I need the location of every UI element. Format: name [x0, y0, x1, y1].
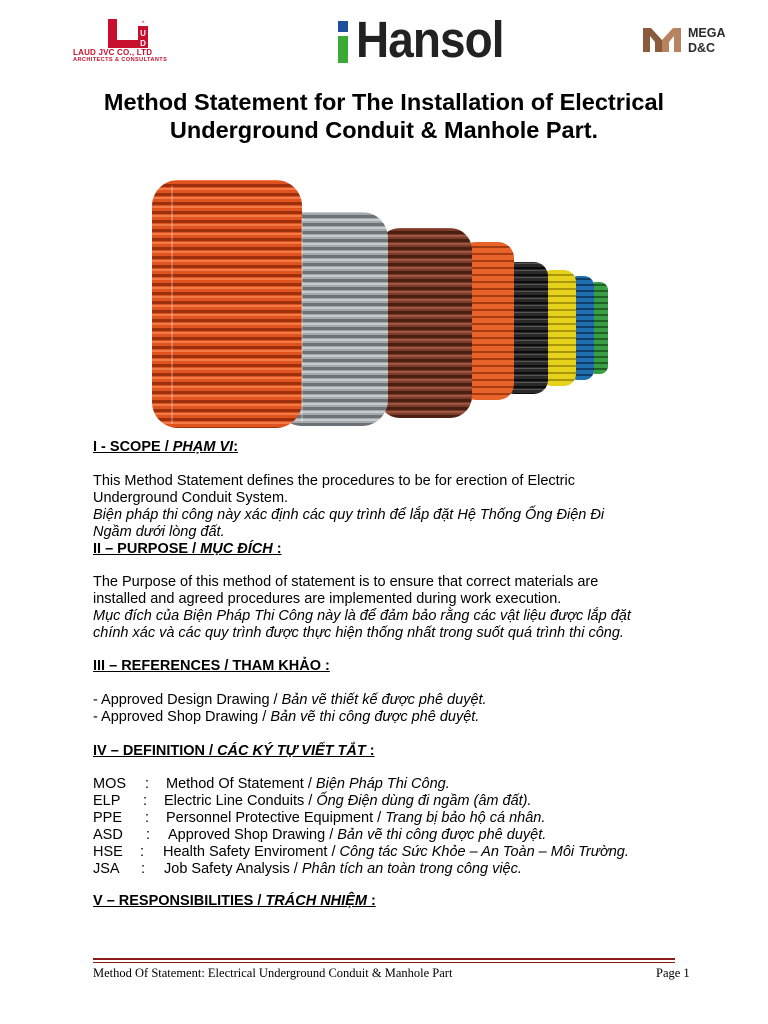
- scope-heading-colon: :: [233, 439, 239, 455]
- laud-logo-icon: [102, 18, 158, 50]
- definition-vi: Ống Điện dùng đi ngầm (âm đất).: [316, 793, 532, 809]
- laud-company-subtitle: ARCHITECTS & CONSULTANTS: [73, 57, 168, 63]
- mega-logo-icon: [641, 24, 683, 56]
- purpose-heading-colon: :: [272, 541, 282, 557]
- laud-company-name: LAUD JVC CO., LTD: [73, 48, 153, 57]
- definition-text: [168, 827, 546, 844]
- reference-item: [93, 709, 479, 726]
- definition-text: [164, 861, 522, 878]
- definition-text: [166, 810, 545, 827]
- definition-vi: Phân tích an toàn trong công việc.: [301, 861, 522, 877]
- definition-text: [166, 776, 450, 793]
- definition-vi: Công tác Sức Khỏe – An Toàn – Môi Trường.: [339, 844, 629, 860]
- definition-row: [93, 776, 693, 793]
- purpose-text-vi-2: chính xác và các quy trình được thực hiện thống nhất trong suốt quá trình thi công.: [93, 625, 624, 641]
- definition-row: [93, 810, 693, 827]
- hansol-logo-icon: [336, 18, 350, 66]
- definition-colon: :: [145, 810, 150, 826]
- svg-text:U: U: [140, 29, 146, 38]
- reference-item-en: - Approved Shop Drawing /: [93, 709, 271, 725]
- definition-abbr: PPE: [93, 810, 123, 826]
- reference-item-en: - Approved Design Drawing /: [93, 692, 282, 708]
- definition-en: Personnel Protective Equipment /: [166, 810, 386, 826]
- footer-page-number: Page 1: [656, 966, 690, 980]
- responsibilities-heading-vi: TRÁCH NHIỆM: [265, 893, 367, 909]
- purpose-text-en-1: The Purpose of this method of statement is to ensure that correct materials are: [93, 574, 599, 590]
- footer-document-title: Method Of Statement: Electrical Underground Conduit & Manhole Part: [93, 966, 453, 980]
- responsibilities-heading: [93, 893, 376, 910]
- definition-heading-colon: :: [365, 743, 375, 759]
- scope-text-en-1: This Method Statement defines the procedures to be for erection of Electric: [93, 473, 575, 489]
- responsibilities-heading-en: V – RESPONSIBILITIES /: [93, 893, 266, 909]
- svg-text:D: D: [140, 39, 146, 48]
- definition-row: [93, 827, 693, 844]
- definition-row: [93, 844, 693, 861]
- hansol-wordmark: Hansol: [356, 11, 504, 68]
- definition-colon: :: [141, 861, 146, 877]
- scope-heading-vi: PHẠM VI: [172, 439, 234, 455]
- purpose-heading: [93, 541, 282, 558]
- purpose-text-en-2: installed and agreed procedures are implemented during work execution.: [93, 591, 562, 607]
- scope-heading-en: I - SCOPE /: [93, 439, 173, 455]
- definition-abbr: HSE: [93, 844, 123, 860]
- scope-heading: [93, 439, 238, 456]
- document-title: Method Statement for The Installation of Electrical Underground Conduit & Manhole Part.: [103, 89, 665, 143]
- reference-item-vi: Bản vẽ thi công được phê duyệt.: [270, 709, 480, 725]
- conduit-coils-photo: [152, 178, 616, 428]
- definition-abbr: JSA: [93, 861, 120, 877]
- definition-en: Approved Shop Drawing /: [168, 827, 338, 843]
- definition-row: [93, 861, 693, 878]
- definition-en: Job Safety Analysis /: [164, 861, 302, 877]
- definition-colon: :: [140, 844, 145, 860]
- definition-abbr: MOS: [93, 776, 127, 792]
- svg-text:^: ^: [141, 21, 145, 27]
- reference-item-vi: Bản vẽ thiết kế được phê duyệt.: [281, 692, 487, 708]
- scope-text-vi-1: Biện pháp thi công này xác định các quy trình để lắp đặt Hệ Thống Ống Điện Đi: [93, 507, 605, 523]
- definition-en: Health Safety Enviroment /: [163, 844, 340, 860]
- definition-colon: :: [146, 827, 151, 843]
- references-heading: III – REFERENCES / THAM KHẢO :: [93, 658, 330, 674]
- definition-en: Electric Line Conduits /: [164, 793, 317, 809]
- mega-wordmark-line1: MEGA: [688, 26, 726, 40]
- definition-vi: Bản vẽ thi công được phê duyệt.: [337, 827, 547, 843]
- definition-en: Method Of Statement /: [166, 776, 316, 792]
- scope-text-en-2: Underground Conduit System.: [93, 490, 289, 506]
- definition-text: [164, 793, 532, 810]
- responsibilities-heading-colon: :: [366, 893, 376, 909]
- definition-vi: Trang bị bảo hộ cá nhân.: [385, 810, 546, 826]
- mega-wordmark-line2: D&C: [688, 41, 716, 55]
- definition-text: [163, 844, 629, 861]
- purpose-heading-vi: MỤC ĐÍCH: [200, 541, 273, 557]
- definition-abbr: ASD: [93, 827, 123, 843]
- definition-heading-en: IV – DEFINITION /: [93, 743, 218, 759]
- definition-colon: :: [145, 776, 150, 792]
- definition-row: [93, 793, 693, 810]
- footer-rule-thin: [93, 962, 675, 963]
- definition-vi: Biện Pháp Thi Công.: [315, 776, 450, 792]
- definition-abbr: ELP: [93, 793, 121, 809]
- purpose-heading-en: II – PURPOSE /: [93, 541, 201, 557]
- footer-rule: [93, 958, 675, 960]
- definition-heading-vi: CÁC KÝ TỰ VIẾT TẮT: [217, 743, 366, 759]
- reference-item: [93, 692, 487, 709]
- definition-heading: [93, 743, 375, 760]
- definition-colon: :: [143, 793, 148, 809]
- scope-text-vi-2: Ngầm dưới lòng đất.: [93, 524, 225, 540]
- purpose-text-vi-1: Mục đích của Biện Pháp Thi Công này là để đảm bảo rằng các vật liệu được lắp đặt: [93, 608, 631, 624]
